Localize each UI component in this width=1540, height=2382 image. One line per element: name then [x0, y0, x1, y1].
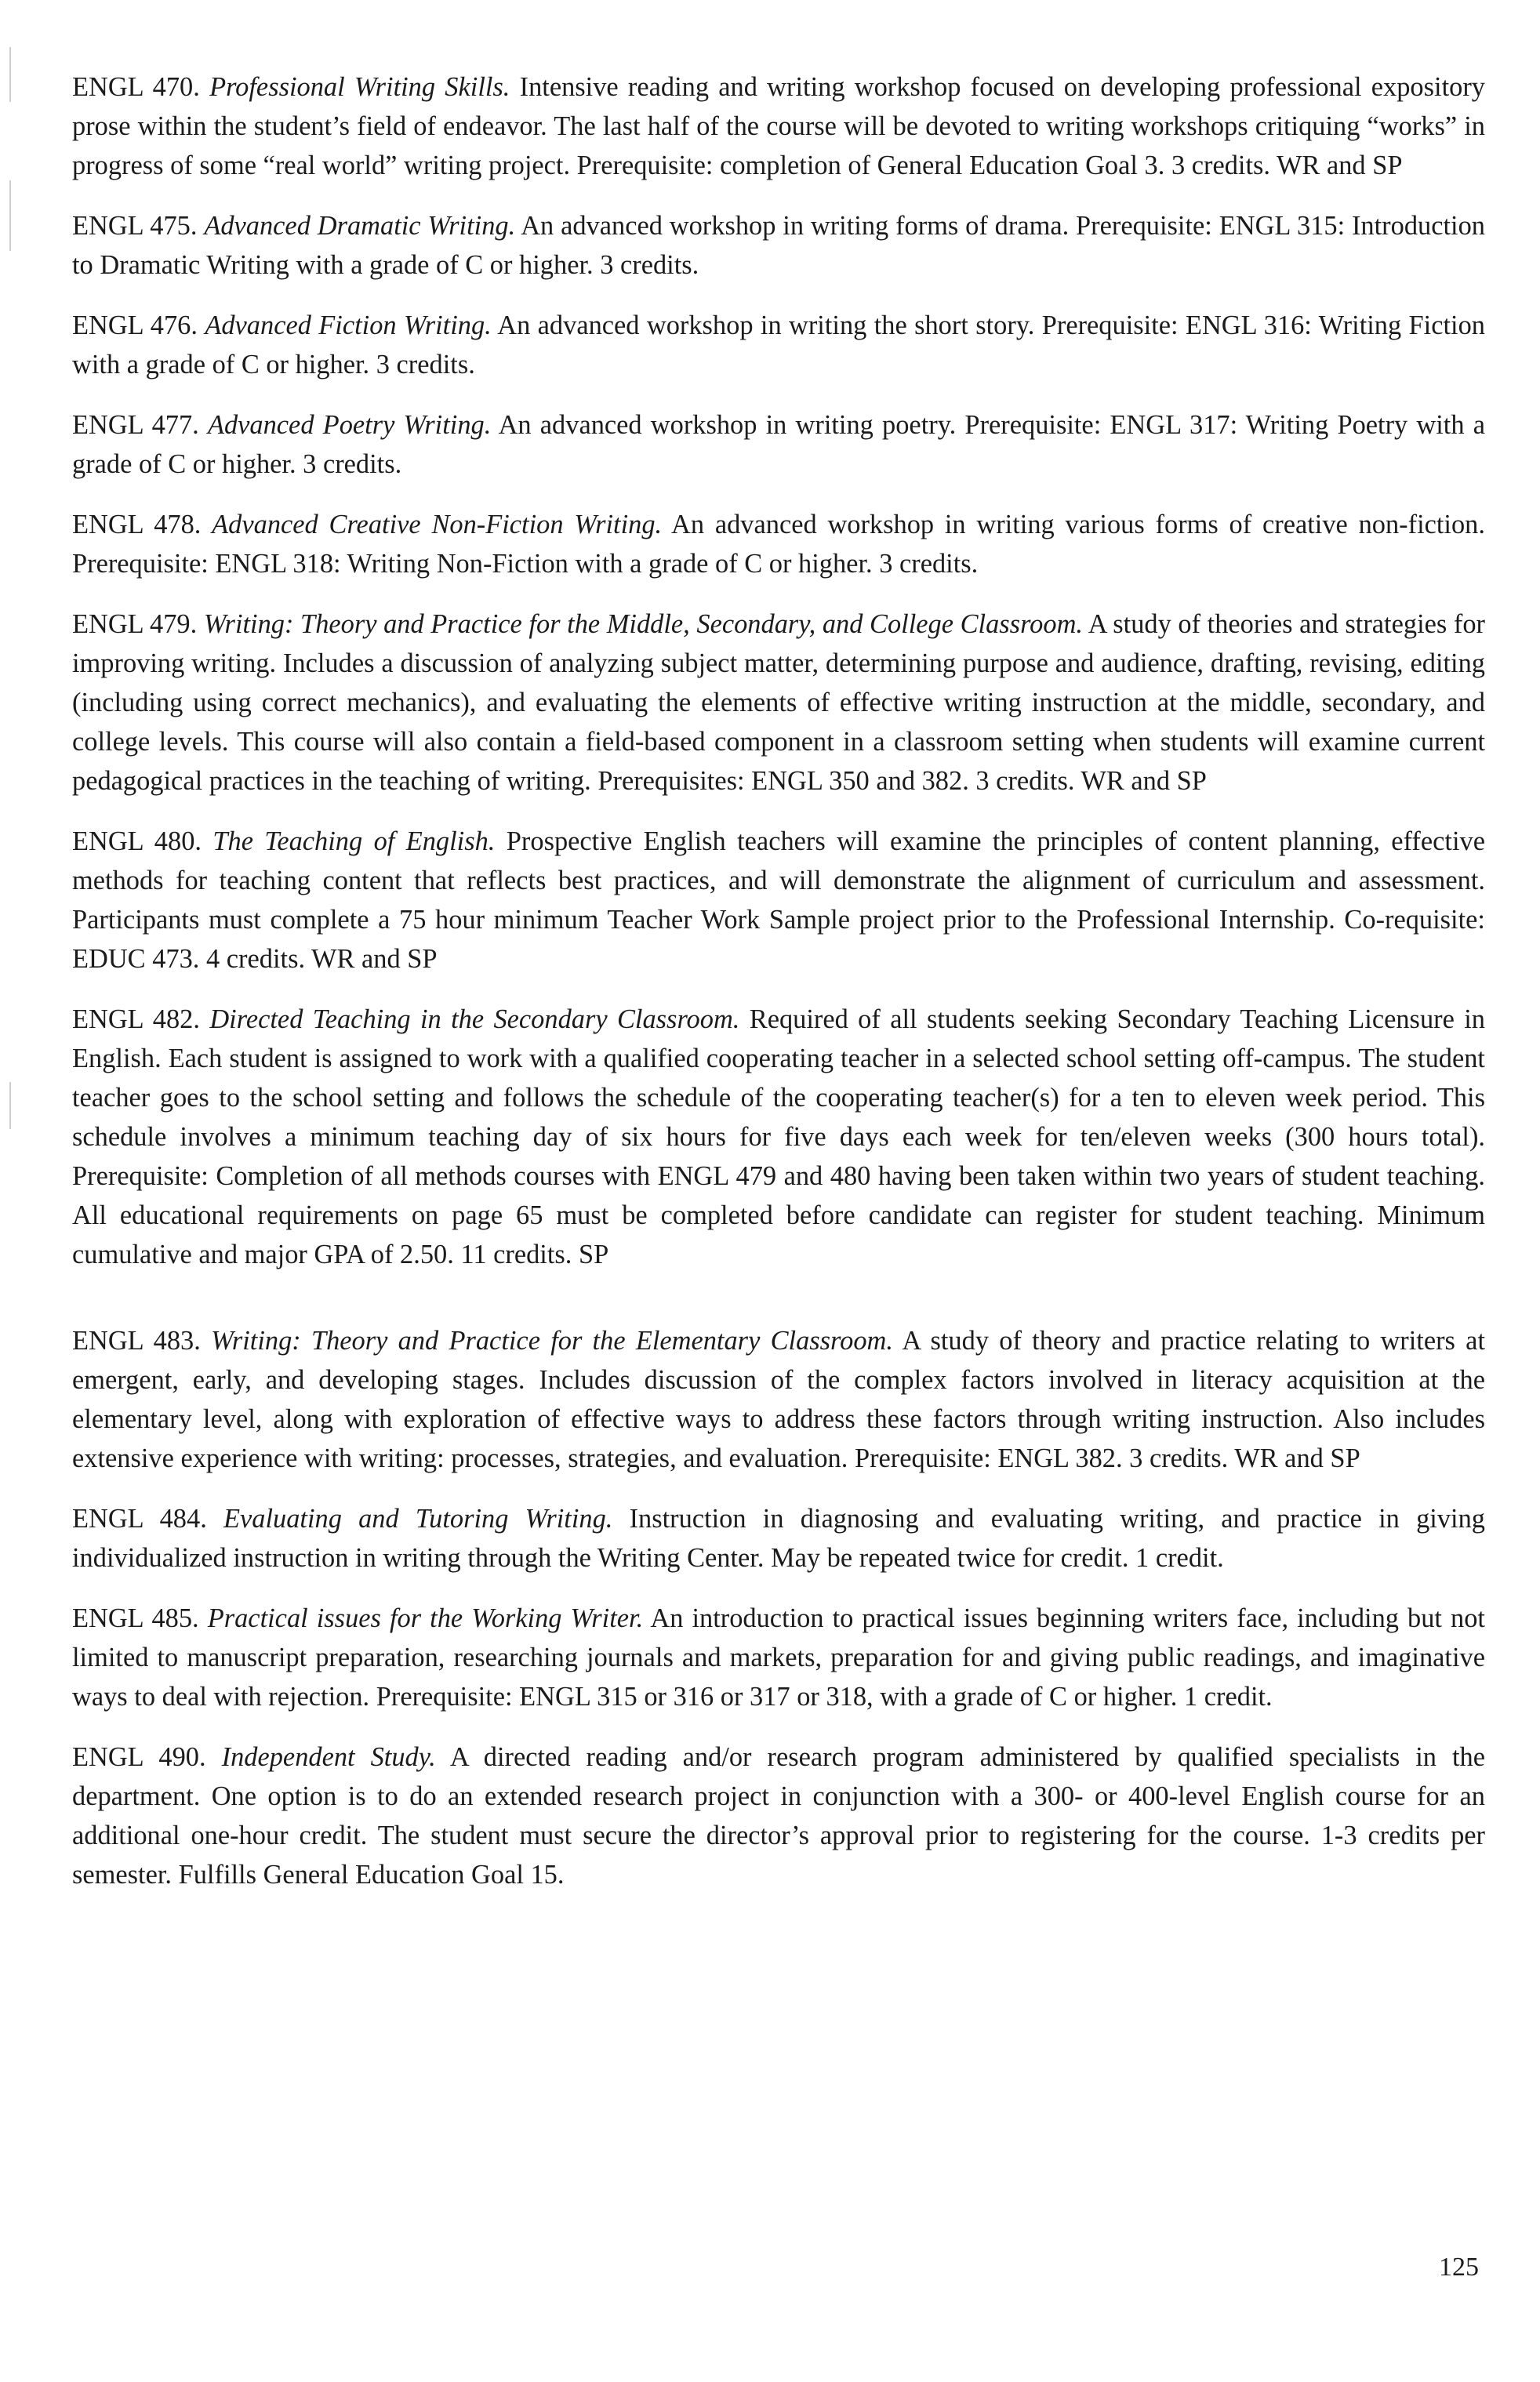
course-code: ENGL 477. [72, 410, 199, 440]
course-title: Advanced Poetry Writing. [207, 410, 492, 440]
scan-edge-mark [9, 47, 11, 102]
course-description: Prospective English teachers will examine the principles of content planning, effective methods for teaching content that reflects best practices, and will demonstrate the alignment of curriculum and assessment. Participants must complete a 75 hour minimum Teacher Work Sample project prior to the Professional Internship. Co-requisite: EDUC 473. 4 credits. WR and SP [72, 826, 1485, 974]
course-code: ENGL 490. [72, 1742, 206, 1772]
course-entry-engl-470 [72, 67, 1485, 185]
course-description: An advanced workshop in writing various forms of creative non-fiction. Prerequisite: ENGL 318: Writing Non-Fiction with a grade of C or higher. 3 credits. [72, 510, 1485, 579]
course-description: An advanced workshop in writing poetry. Prerequisite: ENGL 317: Writing Poetry with a grade of C or higher. 3 credits. [72, 410, 1485, 479]
course-code: ENGL 480. [72, 826, 202, 856]
course-description: Intensive reading and writing workshop focused on developing professional expository prose within the student’s field of endeavor. The last half of the course will be devoted to writing workshops critiquing “works” in progress of some “real world” writing project. Prerequisite: completion of General Education Goal 3. 3 credits. WR and SP [72, 72, 1485, 180]
course-entry-engl-479 [72, 605, 1485, 801]
course-description: Instruction in diagnosing and evaluating writing, and practice in giving individualized instruction in writing through the Writing Center. May be repeated twice for credit. 1 credit. [72, 1504, 1485, 1573]
course-description: A study of theories and strategies for improving writing. Includes a discussion of analyzing subject matter, determining purpose and audience, drafting, revising, editing (including using correct mechanics), and evaluating the elements of effective writing instruction at the middle, secondary, and college levels. This course will also contain a field-based component in a classroom setting when students will examine current pedagogical practices in the teaching of writing. Prerequisites: ENGL 350 and 382. 3 credits. WR and SP [72, 609, 1485, 796]
course-entry-engl-483 [72, 1321, 1485, 1478]
course-title: Professional Writing Skills. [209, 72, 510, 102]
scan-edge-mark [9, 180, 11, 251]
course-description: An advanced workshop in writing the short story. Prerequisite: ENGL 316: Writing Fiction with a grade of C or higher. 3 credits. [72, 310, 1486, 379]
course-entry-engl-476 [72, 306, 1485, 384]
course-description: An advanced workshop in writing forms of drama. Prerequisite: ENGL 315: Introduction to Dramatic Writing with a grade of C or higher. 3 credits. [72, 211, 1485, 280]
course-entry-engl-478 [72, 505, 1485, 583]
course-title: Evaluating and Tutoring Writing. [223, 1504, 613, 1534]
course-entry-engl-480 [72, 822, 1485, 979]
course-title: Practical issues for the Working Writer. [207, 1603, 644, 1633]
course-code: ENGL 479. [72, 609, 198, 639]
course-description: A study of theory and practice relating to writers at emergent, early, and developing stages. Includes discussion of the complex factors involved in literacy acquisition at the elementary level, along with exploration of effective ways to address these factors through writing instruction. Also includes extensive experience with writing: processes, strategies, and evaluation. Prerequisite: ENGL 382. 3 credits. WR and SP [72, 1326, 1485, 1473]
course-code: ENGL 485. [72, 1603, 199, 1633]
course-code: ENGL 478. [72, 510, 202, 539]
course-code: ENGL 483. [72, 1326, 201, 1356]
course-entry-engl-482 [72, 1000, 1485, 1274]
course-list [72, 67, 1485, 1894]
course-code: ENGL 475. [72, 211, 198, 241]
scan-edge-mark [9, 1082, 11, 1129]
page-number: 125 [1439, 2253, 1479, 2282]
course-title: Writing: Theory and Practice for the Middle, Secondary, and College Classroom. [203, 609, 1083, 639]
course-description: An introduction to practical issues beginning writers face, including but not limited to manuscript preparation, researching journals and markets, preparation for and giving public readings, and imaginative ways to deal with rejection. Prerequisite: ENGL 315 or 316 or 317 or 318, with a grade of C or higher. 1 credit. [72, 1603, 1485, 1712]
course-code: ENGL 482. [72, 1004, 200, 1034]
course-code: ENGL 476. [72, 310, 198, 340]
course-entry-engl-484 [72, 1499, 1485, 1578]
course-entry-engl-485 [72, 1599, 1485, 1716]
course-description: Required of all students seeking Secondary Teaching Licensure in English. Each student is assigned to work with a qualified cooperating teacher in a selected school setting off-campus. The student teacher goes to the school setting and follows the schedule of the cooperating teacher(s) for a ten to eleven week period. This schedule involves a minimum teaching day of six hours for five days each week for ten/eleven weeks (300 hours total). Prerequisite: Completion of all methods courses with ENGL 479 and 480 having been taken within two years of student teaching. All educational requirements on page 65 must be completed before candidate can register for student teaching. Minimum cumulative and major GPA of 2.50. 11 credits. SP [72, 1004, 1485, 1269]
course-code: ENGL 470. [72, 72, 200, 102]
course-title: The Teaching of English. [212, 826, 496, 856]
course-entry-engl-490 [72, 1737, 1485, 1894]
course-title: Directed Teaching in the Secondary Classroom. [209, 1004, 740, 1034]
course-code: ENGL 484. [72, 1504, 207, 1534]
course-title: Advanced Fiction Writing. [205, 310, 492, 340]
course-description: A directed reading and/or research program administered by qualified specialists in the department. One option is to do an extended research project in conjunction with a 300- or 400-level English course for an additional one-hour credit. The student must secure the director’s approval prior to registering for the course. 1-3 credits per semester. Fulfills General Education Goal 15. [72, 1742, 1485, 1890]
course-title: Independent Study. [221, 1742, 436, 1772]
course-title: Writing: Theory and Practice for the Elementary Classroom. [211, 1326, 893, 1356]
course-entry-engl-477 [72, 405, 1485, 484]
course-title: Advanced Dramatic Writing. [204, 211, 516, 241]
course-title: Advanced Creative Non-Fiction Writing. [212, 510, 663, 539]
course-entry-engl-475 [72, 206, 1485, 285]
